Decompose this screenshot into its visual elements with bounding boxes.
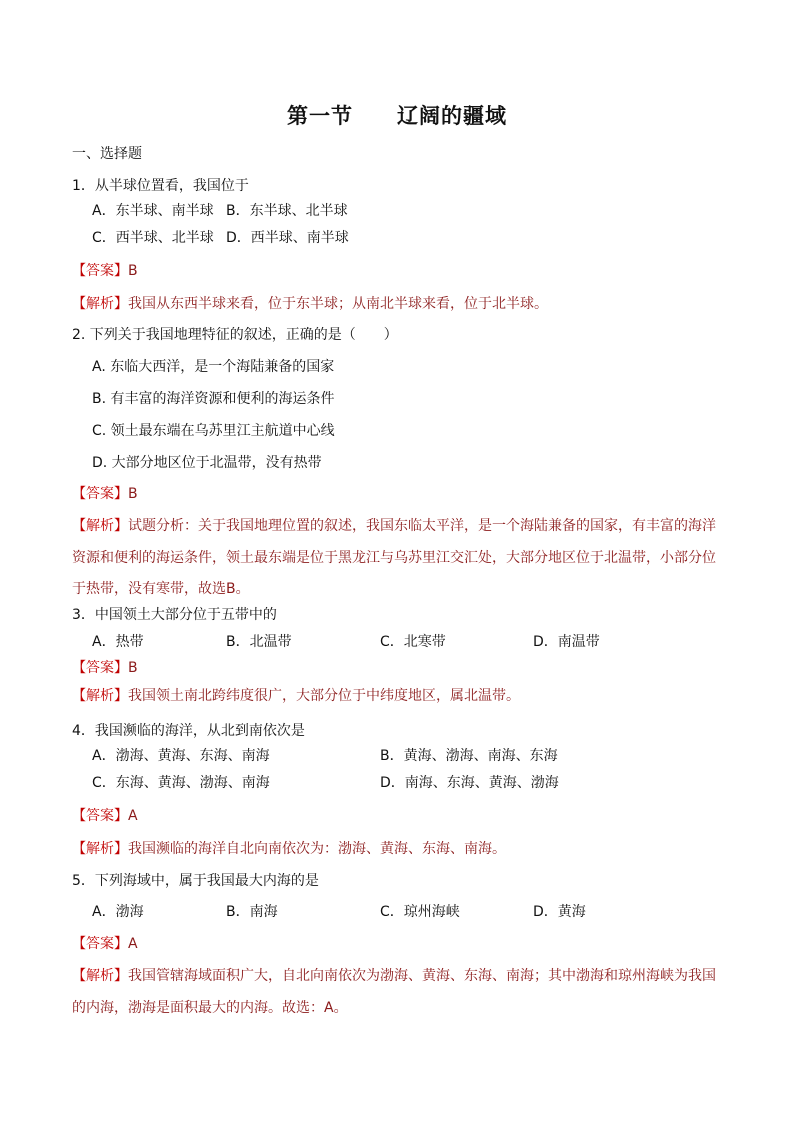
question-2-option-b: B. 有丰富的海洋资源和便利的海运条件 xyxy=(92,391,335,407)
question-5-option-b: B．南海 xyxy=(226,904,278,920)
answer-label: 【答案】 xyxy=(72,486,128,502)
question-2-analysis-line-2: 资源和便利的海运条件，领土最东端是位于黑龙江与乌苏里江交汇处，大部分地区位于北温带，小部分位 xyxy=(72,550,716,566)
question-4-option-b: B．黄海、渤海、南海、东海 xyxy=(380,748,558,764)
analysis-label: 【解析】 xyxy=(72,688,128,704)
question-4-option-a: A．渤海、黄海、东海、南海 xyxy=(92,748,270,764)
question-1-option-a: A．东半球、南半球 xyxy=(92,203,214,219)
question-3-option-a: A．热带 xyxy=(92,634,144,650)
question-3-answer xyxy=(72,658,138,678)
question-4-stem: 4．我国濒临的海洋，从北到南依次是 xyxy=(72,723,305,739)
question-4-analysis xyxy=(72,839,506,859)
question-1-option-c: C．西半球、北半球 xyxy=(92,230,214,246)
question-3-option-b: B．北温带 xyxy=(226,634,292,650)
page-title: 第一节 辽阔的疆域 xyxy=(287,103,507,128)
question-5-stem: 5．下列海域中，属于我国最大内海的是 xyxy=(72,873,319,889)
answer-label: 【答案】 xyxy=(72,936,128,952)
question-2-analysis xyxy=(72,516,716,536)
analysis-label: 【解析】 xyxy=(72,296,128,312)
analysis-text: 我国从东西半球来看，位于东半球；从南北半球来看，位于北半球。 xyxy=(128,296,548,312)
question-3-option-d: D．南温带 xyxy=(533,634,600,650)
analysis-text: 试题分析：关于我国地理位置的叙述，我国东临太平洋，是一个海陆兼备的国家，有丰富的海洋 xyxy=(128,518,716,534)
answer-value: B xyxy=(128,263,138,279)
question-5-analysis xyxy=(72,966,716,986)
section-heading: 一、选择题 xyxy=(72,146,142,162)
question-1-option-b: B．东半球、北半球 xyxy=(226,203,348,219)
question-4-option-d: D．南海、东海、黄海、渤海 xyxy=(380,775,559,791)
question-3-option-c: C．北寒带 xyxy=(380,634,446,650)
analysis-text: 我国濒临的海洋自北向南依次为：渤海、黄海、东海、南海。 xyxy=(128,841,506,857)
question-5-option-a: A．渤海 xyxy=(92,904,144,920)
question-3-analysis xyxy=(72,686,520,706)
question-4-answer xyxy=(72,806,138,826)
answer-label: 【答案】 xyxy=(72,263,128,279)
question-5-analysis-line-2: 的内海，渤海是面积最大的内海。故选：A。 xyxy=(72,1000,348,1016)
question-5-answer xyxy=(72,934,138,954)
question-2-stem: 2. 下列关于我国地理特征的叙述，正确的是（ ） xyxy=(72,327,398,343)
question-3-stem: 3．中国领土大部分位于五带中的 xyxy=(72,607,277,623)
question-1-answer xyxy=(72,261,138,281)
question-2-option-a: A. 东临大西洋，是一个海陆兼备的国家 xyxy=(92,359,335,375)
question-5-option-d: D．黄海 xyxy=(533,904,586,920)
analysis-label: 【解析】 xyxy=(72,841,128,857)
question-5-option-c: C．琼州海峡 xyxy=(380,904,460,920)
question-2-option-c: C. 领土最东端在乌苏里江主航道中心线 xyxy=(92,423,335,439)
analysis-label: 【解析】 xyxy=(72,518,128,534)
question-1-analysis xyxy=(72,294,548,314)
answer-value: A xyxy=(128,808,138,824)
question-2-option-d: D. 大部分地区位于北温带，没有热带 xyxy=(92,455,322,471)
question-1-option-d: D．西半球、南半球 xyxy=(226,230,349,246)
analysis-text: 我国管辖海域面积广大，自北向南依次为渤海、黄海、东海、南海；其中渤海和琼州海峡为我国 xyxy=(128,968,716,984)
answer-value: A xyxy=(128,936,138,952)
analysis-label: 【解析】 xyxy=(72,968,128,984)
answer-value: B xyxy=(128,486,138,502)
answer-value: B xyxy=(128,660,138,676)
question-2-answer xyxy=(72,484,138,504)
question-1-stem: 1．从半球位置看，我国位于 xyxy=(72,178,249,194)
answer-label: 【答案】 xyxy=(72,808,128,824)
analysis-text: 我国领土南北跨纬度很广，大部分位于中纬度地区，属北温带。 xyxy=(128,688,520,704)
question-4-option-c: C．东海、黄海、渤海、南海 xyxy=(92,775,270,791)
answer-label: 【答案】 xyxy=(72,660,128,676)
question-2-analysis-line-3: 于热带，没有寒带，故选B。 xyxy=(72,581,250,597)
